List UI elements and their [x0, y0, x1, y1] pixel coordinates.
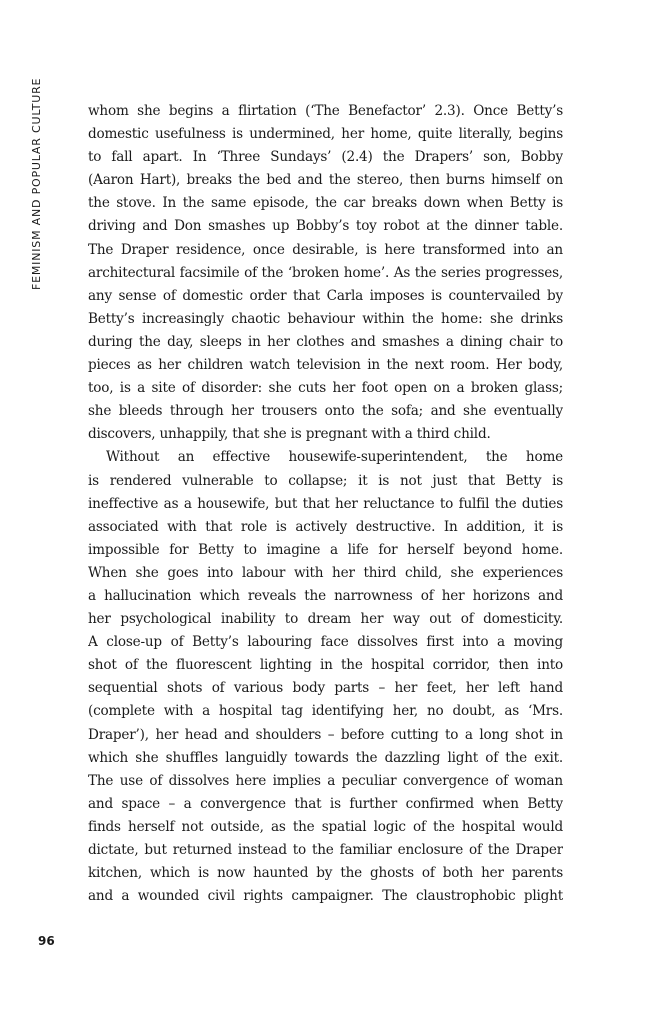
text-line: which she shuffles languidly towards the dazzling light of the exit.	[88, 749, 563, 766]
text-line: her psychological inability to dream her way out of domesticity.	[88, 611, 563, 628]
text-line: sequential shots of various body parts – her feet, her left hand	[88, 680, 563, 697]
text-line: and a wounded civil rights campaigner. The claustrophobic plight	[88, 888, 563, 905]
text-line: finds herself not outside, as the spatial logic of the hospital would	[88, 818, 563, 835]
text-line: dictate, but returned instead to the familiar enclosure of the Draper	[88, 842, 563, 858]
text-line: associated with that role is actively destructive. In addition, it is	[88, 518, 563, 535]
body-text	[88, 100, 563, 908]
text-line: The Draper residence, once desirable, is here transformed into an	[88, 241, 563, 258]
text-line: A close-up of Betty’s labouring face dissolves first into a moving	[88, 634, 563, 651]
text-line: When she goes into labour with her third child, she experiences	[88, 564, 563, 581]
text-line: impossible for Betty to imagine a life for herself beyond home.	[88, 541, 563, 558]
text-line: a hallucination which reveals the narrowness of her horizons and	[88, 587, 563, 604]
page-number: 96	[38, 934, 55, 948]
text-line: shot of the fluorescent lighting in the hospital corridor, then into	[88, 657, 563, 674]
text-line: architectural facsimile of the ‘broken home’. As the series progresses,	[88, 264, 563, 281]
text-line: whom she begins a flirtation (‘The Benefactor’ 2.3). Once Betty’s	[88, 103, 563, 119]
text-line: is rendered vulnerable to collapse; it is not just that Betty is	[88, 472, 563, 489]
text-line: the stove. In the same episode, the car breaks down when Betty is	[88, 195, 563, 212]
text-line: driving and Don smashes up Bobby’s toy robot at the dinner table.	[88, 218, 563, 235]
text-line: too, is a site of disorder: she cuts her foot open on a broken glass;	[88, 380, 563, 397]
text-line: The use of dissolves here implies a peculiar convergence of woman	[88, 772, 563, 789]
text-line: Draper’), her head and shoulders – before cutting to a long shot in	[88, 726, 563, 743]
text-line: (complete with a hospital tag identifying her, no doubt, as ‘Mrs.	[88, 703, 563, 720]
text-line: ineffective as a housewife, but that her reluctance to fulfil the duties	[88, 495, 563, 512]
text-line: Betty’s increasingly chaotic behaviour within the home: she drinks	[88, 310, 563, 327]
running-head: FEMINISM AND POPULAR CULTURE	[30, 77, 43, 290]
text-line: to fall apart. In ‘Three Sundays’ (2.4) the Drapers’ son, Bobby	[88, 149, 563, 166]
text-line: during the day, sleeps in her clothes and smashes a dining chair to	[88, 333, 563, 350]
text-line: any sense of domestic order that Carla imposes is countervailed by	[88, 287, 563, 304]
text-line: pieces as her children watch television in the next room. Her body,	[88, 357, 563, 374]
text-line: domestic usefulness is undermined, her home, quite literally, begins	[88, 126, 563, 143]
text-line: and space – a convergence that is further confirmed when Betty	[88, 795, 563, 812]
paragraph-first-line: Without an effective housewife-superintendent, the home	[106, 449, 563, 466]
text-line: (Aaron Hart), breaks the bed and the stereo, then burns himself on	[88, 172, 563, 189]
text-line: discovers, unhappily, that she is pregnant with a third child.	[88, 426, 491, 443]
text-line: she bleeds through her trousers onto the sofa; and she eventually	[88, 403, 563, 420]
text-line: kitchen, which is now haunted by the ghosts of both her parents	[88, 865, 563, 882]
